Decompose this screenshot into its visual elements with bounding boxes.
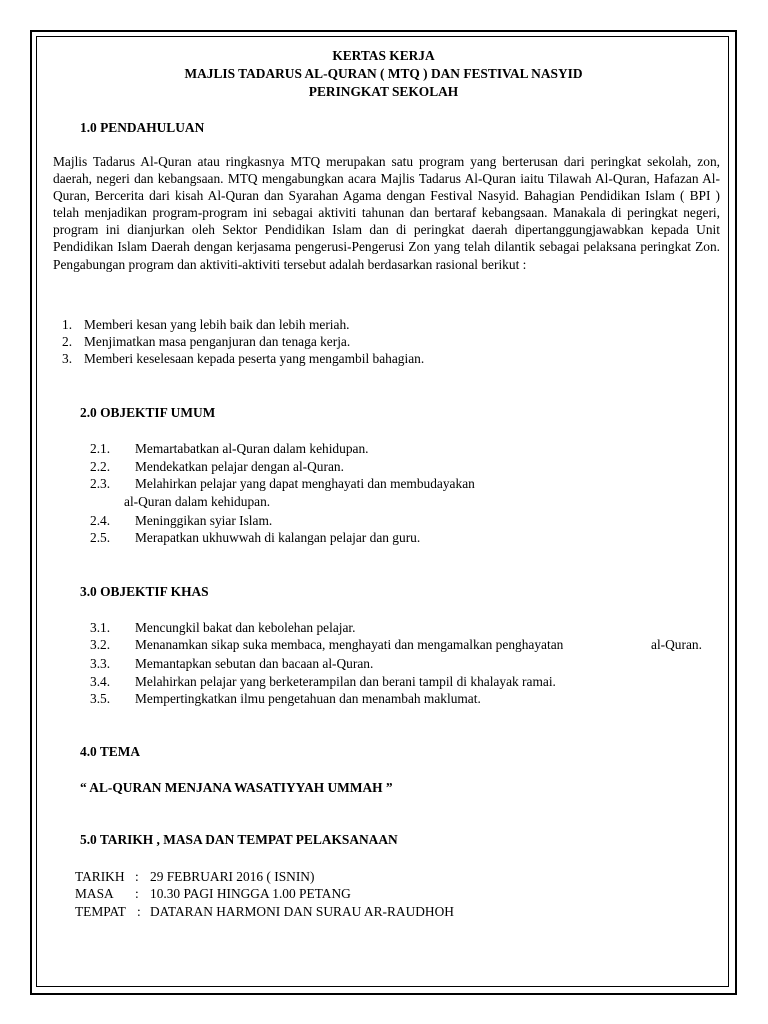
list-item-number: 3.1. xyxy=(90,620,111,635)
section-heading-tema: 4.0 TEMA xyxy=(80,744,141,759)
detail-value-place: DATARAN HARMONI DAN SURAU AR-RAUDHOH xyxy=(150,904,454,919)
list-item-number: 2.1. xyxy=(90,441,111,456)
list-item-number: 3.5. xyxy=(90,691,111,706)
list-item-number: 3.4. xyxy=(90,674,111,689)
section-heading-pendahuluan: 1.0 PENDAHULUAN xyxy=(80,120,205,135)
list-item-continuation: al-Quran dalam kehidupan. xyxy=(124,494,271,509)
doc-subtitle-2: PERINGKAT SEKOLAH xyxy=(308,84,459,99)
list-item: Memberi keselesaan kepada peserta yang mengambil bahagian. xyxy=(84,351,425,366)
list-item-number: 1. xyxy=(62,317,73,332)
detail-separator: : xyxy=(135,869,139,884)
list-item: Menanamkan sikap suka membaca, menghayati dan mengamalkan penghayatan xyxy=(135,637,564,652)
theme-text: “ AL-QURAN MENJANA WASATIYYAH UMMAH ” xyxy=(80,780,393,795)
list-item-number: 3.2. xyxy=(90,637,111,652)
list-item-number: 3. xyxy=(62,351,73,366)
detail-label: MASA xyxy=(75,886,114,901)
list-item-number: 2.3. xyxy=(90,476,111,491)
list-item-number: 2. xyxy=(62,334,73,349)
detail-value-date: 29 FEBRUARI 2016 ( ISNIN) xyxy=(150,869,315,884)
list-item: Mendekatkan pelajar dengan al-Quran. xyxy=(135,459,344,474)
list-item-number: 2.2. xyxy=(90,459,111,474)
list-item: Memantapkan sebutan dan bacaan al-Quran. xyxy=(135,656,374,671)
detail-label: TEMPAT xyxy=(75,904,126,919)
section-heading-objektif-umum: 2.0 OBJEKTIF UMUM xyxy=(80,405,216,420)
doc-title: KERTAS KERJA xyxy=(332,48,435,63)
section-heading-pelaksanaan: 5.0 TARIKH , MASA DAN TEMPAT PELAKSANAAN xyxy=(80,832,398,847)
doc-subtitle: MAJLIS TADARUS AL-QURAN ( MTQ ) DAN FESTIVAL NASYID xyxy=(184,66,583,81)
detail-separator: : xyxy=(135,886,139,901)
detail-label: TARIKH xyxy=(75,869,125,884)
intro-paragraph: Majlis Tadarus Al-Quran atau ringkasnya MTQ merupakan satu program yang berterusan dari peringkat sekolah, zon, daerah, negeri dan kebangsaan. MTQ mengabungkan acara Majlis Tadarus Al-Quran iaitu Tilawah Al-Quran, Hafazan Al-Quran, Bercerita dari kisah Al-Quran dan Syarahan Agama dengan Festival Nasyid. Bahagian Pendidikan Islam ( BPI ) telah menjadikan program-program ini sebagai aktiviti tahunan dan bertaraf kebangsaan. Manakala di peringkat negeri, program ini dianjurkan oleh Sektor Pendidikan Islam dan di peringkat daerah dipertanggungjawabkan kepada Unit Pendidikan Islam Daerah dengan kerjasama pengerusi-Pengerusi Zon yang telah dilantik sebagai pelaksana peringkat Zon. Pengabungan program dan aktiviti-aktiviti tersebut adalah berdasarkan rasional berikut : xyxy=(53,154,720,272)
list-item: Merapatkan ukhuwwah di kalangan pelajar dan guru. xyxy=(135,530,421,545)
detail-value-time: 10.30 PAGI HINGGA 1.00 PETANG xyxy=(150,886,351,901)
list-item: Meninggikan syiar Islam. xyxy=(135,513,273,528)
list-item: Mencungkil bakat dan kebolehan pelajar. xyxy=(135,620,356,635)
list-item-tail: al-Quran. xyxy=(651,637,702,652)
list-item: Menjimatkan masa penganjuran dan tenaga kerja. xyxy=(84,334,351,349)
detail-separator: : xyxy=(137,904,141,919)
list-item: Melahirkan pelajar yang dapat menghayati dan membudayakan xyxy=(135,476,475,491)
list-item-number: 3.3. xyxy=(90,656,111,671)
section-heading-objektif-khas: 3.0 OBJEKTIF KHAS xyxy=(80,584,209,599)
list-item: Memberi kesan yang lebih baik dan lebih meriah. xyxy=(84,317,350,332)
list-item-number: 2.4. xyxy=(90,513,111,528)
list-item: Memartabatkan al-Quran dalam kehidupan. xyxy=(135,441,369,456)
list-item: Mempertingkatkan ilmu pengetahuan dan menambah maklumat. xyxy=(135,691,481,706)
list-item-number: 2.5. xyxy=(90,530,111,545)
list-item: Melahirkan pelajar yang berketerampilan dan berani tampil di khalayak ramai. xyxy=(135,674,556,689)
